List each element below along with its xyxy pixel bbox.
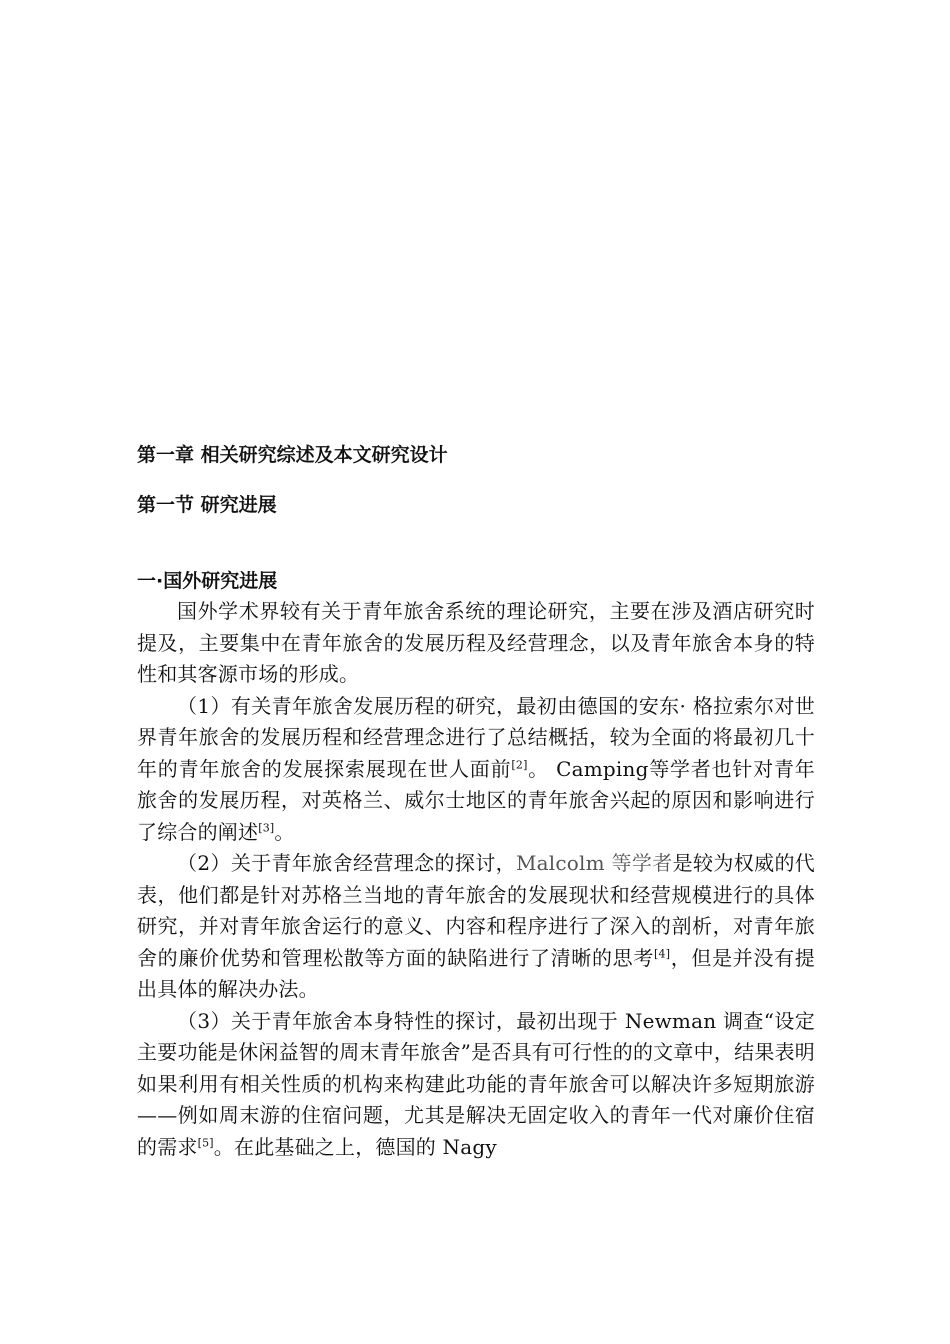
paragraph-text: （3）关于青年旅舍本身特性的探讨，最初出现于 Newman 调查“设定主要功能是休闲益智的周末青年旅舍”是否具有可行性的的文章中，结果表明如果利用有相关性质的机构来构建此功能的青年旅舍可以解决许多短期旅游——例如周末游的住宿问题，尤其是解决无固定收入的青年一代对廉价住宿的需求 — [137, 1008, 815, 1159]
citation: [3] — [258, 820, 275, 834]
paragraph-text: 国外学术界较有关于青年旅舍系统的理论研究，主要在涉及酒店研究时提及，主要集中在青年旅舍的发展历程及经营理念，以及青年旅舍本身的特性和其客源市场的形成。 — [137, 599, 815, 686]
paragraph-text: 。 Camping等学者也针对青年旅舍的发展历程，对英格兰、威尔士地区的青年旅舍兴起的原因和影响进行了综合的阐述 — [137, 756, 815, 844]
paragraph-text: 。 — [274, 819, 295, 844]
citation: [2] — [511, 757, 528, 771]
subsection-title: 一·国外研究进展 — [137, 570, 278, 592]
paragraph-characteristics — [137, 1006, 815, 1164]
paragraph-text: （1）有关青年旅舍发展历程的研究，最初由德国的安东· 格拉索尔对世界青年旅舍的发展历程和经营理念进行了总结概括，较为全面的将最初几十年的青年旅舍的发展探索展现在世人面前 — [137, 693, 815, 781]
chapter-title: 第一章 相关研究综述及本文研究设计 — [137, 444, 448, 466]
paragraph-history — [137, 691, 815, 849]
paragraph-text: ，但是并没有提出具体的解决办法。 — [137, 945, 816, 1001]
paragraph-intro — [137, 596, 815, 691]
document-body — [137, 440, 815, 1163]
section-title: 第一节 研究进展 — [137, 494, 277, 516]
paragraph-text-author: Malcolm 等学者 — [515, 851, 673, 875]
paragraph-management — [137, 848, 815, 1006]
citation: [4] — [654, 946, 671, 960]
paragraph-text: 。在此基础之上，德国的 Nagy — [213, 1134, 497, 1159]
paragraph-text: 是较为权威的代表，他们都是针对苏格兰当地的青年旅舍的发展现状和经营规模进行的具体研究，并对青年旅舍运行的意义、内容和程序进行了深入的剖析，对青年旅舍的廉价优势和管理松散等方面的缺陷进行了清晰的思考 — [137, 851, 816, 970]
paragraph-text: （2）关于青年旅舍经营理念的探讨， — [177, 851, 516, 875]
citation: [5] — [197, 1135, 214, 1149]
